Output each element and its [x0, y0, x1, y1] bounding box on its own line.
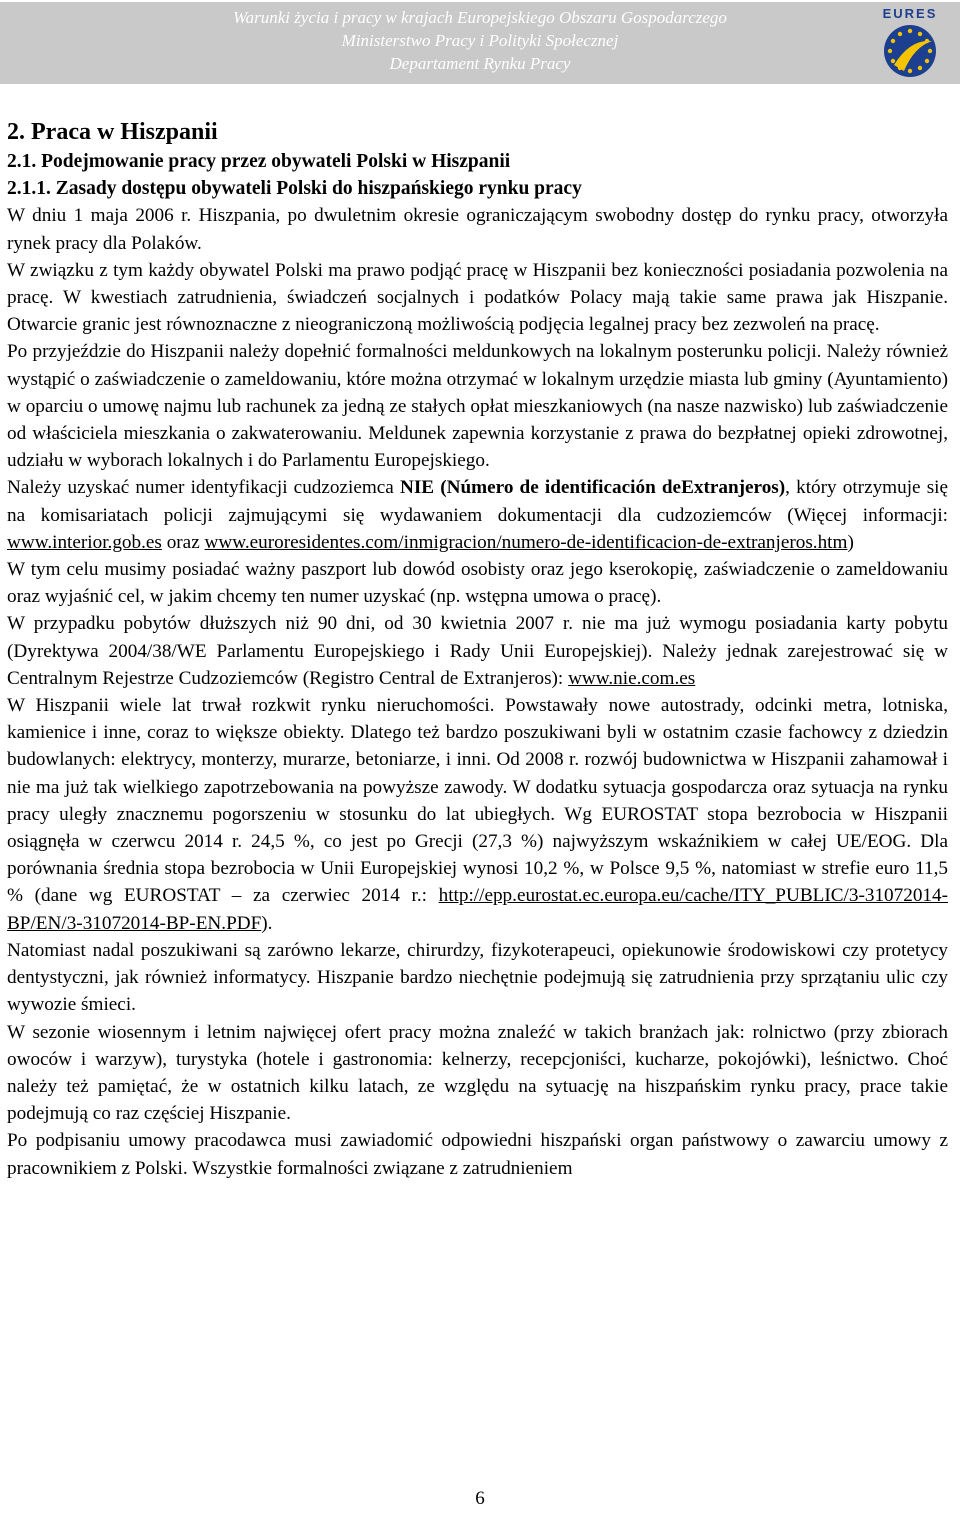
text-span: , który otrzymuje się na komisariatach policji zajmującymi się wydawaniem dokumentacji dla cudzoziemców (Więcej informacji: [7, 477, 949, 526]
nie-term: NIE (Número de identificación deExtranjeros) [399, 477, 786, 499]
text-span: ). [261, 912, 273, 934]
text-span: W przypadku pobytów dłuższych niż 90 dni, od 30 kwietnia 2007 r. nie ma już wymogu posiadania karty pobytu (Dyrektywa 2004/38/WE Parlamentu Europejskiego i Rady Unii Europejskiej). Należy jednak zarejestrować się w Centralnym Rejestrze Cudzoziemców (Registro Central de Extranjeros): [7, 613, 948, 689]
header-line-1: Warunki życia i pracy w krajach Europejskiego Obszaru Gospodarczego [233, 8, 727, 27]
subsection-heading: 2.1. Podejmowanie pracy przez obywateli Polski w Hiszpanii [7, 151, 511, 172]
header-line-2: Ministerstwo Pracy i Polityki Społecznej [341, 31, 619, 50]
eurostat-link[interactable]: http://epp.eurostat.ec.europa.eu/cache/ITY_PUBLIC/3-31072014-BP/EN/3-31072014-BP-EN.PDF [7, 885, 948, 934]
text-span: Należy uzyskać numer identyfikacji cudzoziemca [7, 477, 400, 499]
paragraph: Po przyjeździe do Hiszpanii należy dopełnić formalności meldunkowych na lokalnym posterunku policji. Należy również wystąpić o zaświadczenie o zameldowaniu, które można otrzymać w lokalnym urzędzie miasta lub gminy (Ayuntamiento) w oparciu o umowę najmu lub rachunek za jedną ze stałych opłat mieszkaniowych (na nasze nazwisko) lub zaświadczenie od właściciela mieszkania o zakwaterowaniu. Meldunek zapewnia korzystanie z prawa do bezpłatnej opieki zdrowotnej, udziału w wyborach lokalnych i do Parlamentu Europejskiego. [7, 341, 948, 472]
page-header [0, 2, 960, 84]
paragraph: W dniu 1 maja 2006 r. Hiszpania, po dwuletnim okresie ograniczającym swobodny dostęp do rynku pracy, otworzyła rynek pracy dla Polaków. [7, 205, 948, 254]
document-body [7, 116, 948, 1182]
text-span: W Hiszpanii wiele lat trwał rozkwit rynku nieruchomości. Powstawały nowe autostrady, odcinki metra, lotniska, kamienice i inne, coraz to większe obiekty. Dlatego też bardzo poszukiwani byli w ostatnim czasie fachowcy z dziedzin budowlanych: elektrycy, monterzy, murarze, betoniarze, i inni. Od 2008 r. rozwój budownictwa w Hiszpanii zahamował i nie ma już tak wielkiego zapotrzebowania na powyższe zawody. W dodatku sytuacja gospodarcza oraz sytuacja na rynku pracy uległy znacznemu pogorszeniu w stosunku do lat ubiegłych. Wg EUROSTAT stopa bezrobocia w Hiszpanii osiągnęła w czerwcu 2014 r. 24,5 %, co jest po Grecji (27,3 %) najwyższym wskaźnikiem w całej UE/EOG. Dla porównania średnia stopa bezrobocia w Unii Europejskiej wynosi 10,2 %, w Polsce 9,5 %, natomiast w strefie euro 11,5 % (dane wg EUROSTAT – za czerwiec 2014 r.: [7, 695, 948, 907]
eures-emblem-icon [874, 21, 946, 83]
paragraph: W sezonie wiosennym i letnim najwięcej ofert pracy można znaleźć w takich branżach jak: rolnictwo (przy zbiorach owoców i warzyw), turystyka (hotele i gastronomia: kelnerzy, recepcjoniści, kucharze, pokojówki), leśnictwo. Choć należy też pamiętać, że w ostatnich kilku latach, ze względu na sytuację na hiszpańskim rynku pracy, prace takie podejmują co raz częściej Hiszpanie. [7, 1021, 948, 1125]
header-line-3: Departament Rynku Pracy [389, 54, 571, 73]
eures-logo [874, 6, 946, 84]
text-span: oraz [161, 531, 205, 553]
eures-logo-text: EURES [882, 6, 938, 21]
paragraph-registration [7, 610, 948, 692]
paragraph: W tym celu musimy posiadać ważny paszport lub dowód osobisty oraz jego kserokopię, zaświadczenie o zameldowaniu oraz wyjaśnić cel, w jakim chcemy ten numer uzyskać (np. wstępna umowa o pracę). [7, 559, 948, 608]
paragraph-eurostat [7, 692, 948, 937]
page-number: 6 [475, 1488, 485, 1509]
paragraph: Natomiast nadal poszukiwani są zarówno lekarze, chirurdzy, fizykoterapeuci, opiekunowie środowiskowi czy protetycy dentystyczni, jak również informatycy. Hiszpanie bardzo niechętnie podejmują się zatrudnienia przy sprzątaniu ulic czy wywozie śmieci. [7, 939, 948, 1016]
subsubsection-heading: 2.1.1. Zasady dostępu obywateli Polski do hiszpańskiego rynku pracy [7, 178, 582, 200]
paragraph: Po podpisaniu umowy pracodawca musi zawiadomić odpowiedni hiszpański organ państwowy o zawarciu umowy z pracownikiem z Polski. Wszystkie formalności związane z zatrudnieniem [7, 1130, 948, 1179]
paragraph-nie [7, 474, 948, 556]
header-text [190, 6, 770, 75]
text-span: ) [847, 531, 854, 553]
interior-link[interactable]: www.interior.gob.es [7, 531, 162, 553]
euroresidentes-link[interactable]: www.euroresidentes.com/inmigracion/numero-de-identificacion-de-extranjeros.htm [204, 531, 848, 553]
nie-com-link[interactable]: www.nie.com.es [568, 667, 696, 689]
section-heading: 2. Praca w Hiszpanii [7, 119, 218, 145]
paragraph: W związku z tym każdy obywatel Polski ma prawo podjąć pracę w Hiszpanii bez konieczności posiadania pozwolenia na pracę. W kwestiach zatrudnienia, świadczeń socjalnych i podatków Polacy mają takie same prawa jak Hiszpanie. Otwarcie granic jest równoznaczne z nieograniczoną możliwością podjęcia legalnej pracy bez zezwoleń na pracę. [7, 259, 948, 336]
